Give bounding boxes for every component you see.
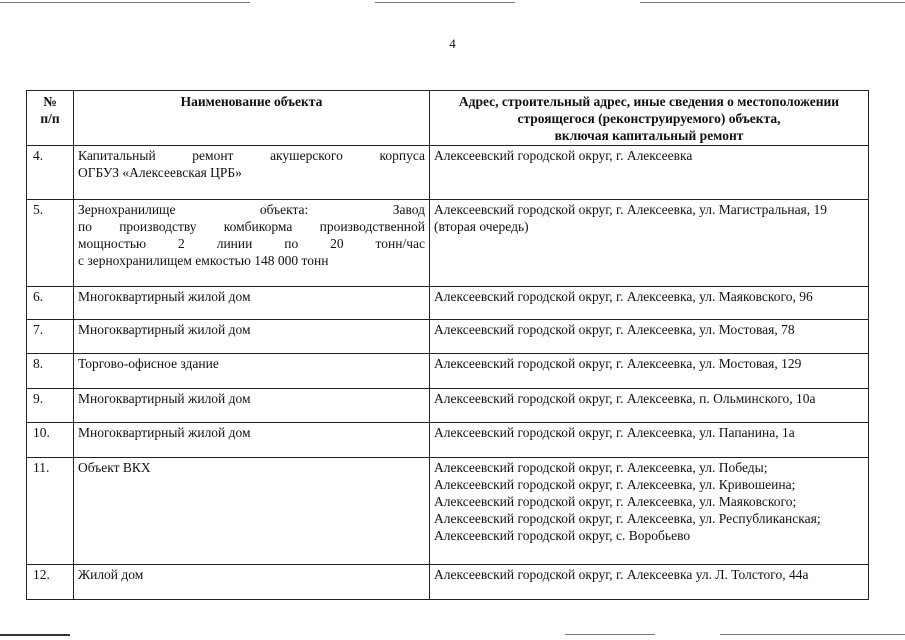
scan-artifact-bottom-mid bbox=[565, 634, 655, 635]
object-name-line: Многоквартирный жилой дом bbox=[78, 425, 251, 440]
scan-artifact-bottom-right bbox=[720, 634, 905, 635]
scan-artifact-bottom-left bbox=[0, 634, 70, 636]
table-row bbox=[27, 423, 869, 458]
object-address-line: Алексеевский городской округ, г. Алексеевка, ул. Победы; bbox=[434, 460, 768, 475]
row-number: 9. bbox=[27, 389, 74, 423]
object-address bbox=[430, 320, 869, 354]
header-num-line: № bbox=[43, 94, 57, 109]
object-address-line: Алексеевский городской округ, г. Алексеевка, ул. Маяковского; bbox=[434, 494, 797, 509]
object-name bbox=[74, 354, 430, 389]
object-name-line: с зернохранилищем емкостью 148 000 тонн bbox=[78, 253, 329, 268]
header-address-line: Адрес, строительный адрес, иные сведения о местоположении bbox=[458, 94, 840, 109]
row-number: 7. bbox=[27, 320, 74, 354]
scan-artifact-top-mid bbox=[375, 2, 515, 3]
page-number: 4 bbox=[449, 36, 456, 51]
table-row bbox=[27, 200, 869, 287]
object-address-line: Алексеевский городской округ, г. Алексеевка, ул. Мостовая, 129 bbox=[434, 356, 802, 371]
object-address bbox=[430, 287, 869, 320]
table-row bbox=[27, 320, 869, 354]
table-row bbox=[27, 389, 869, 423]
table-row bbox=[27, 565, 869, 600]
row-number: 4. bbox=[27, 146, 74, 200]
object-address bbox=[430, 423, 869, 458]
object-name-line: Многоквартирный жилой дом bbox=[78, 289, 251, 304]
object-address-line: Алексеевский городской округ, г. Алексеевка, ул. Магистральная, 19 bbox=[434, 202, 828, 217]
object-address-line: Алексеевский городской округ, г. Алексеевка, ул. Маяковского, 96 bbox=[434, 289, 813, 304]
object-address-line: Алексеевский городской округ, г. Алексеевка, п. Ольминского, 10а bbox=[434, 391, 816, 406]
table-body bbox=[27, 146, 869, 600]
object-name-line: Многоквартирный жилой дом bbox=[78, 391, 251, 406]
table-header-row bbox=[27, 91, 869, 146]
row-number: 6. bbox=[27, 287, 74, 320]
scan-artifact-top-left bbox=[0, 2, 250, 3]
object-name-line: Объект ВКХ bbox=[78, 460, 151, 475]
object-address bbox=[430, 146, 869, 200]
table-row bbox=[27, 146, 869, 200]
table-row bbox=[27, 354, 869, 389]
object-address-line: Алексеевский городской округ, г. Алексеевка, ул. Папанина, 1а bbox=[434, 425, 795, 440]
object-name-line: мощностью 2 линии по 20 тонн/час bbox=[78, 236, 425, 251]
object-name bbox=[74, 146, 430, 200]
row-number: 11. bbox=[27, 458, 74, 565]
object-name bbox=[74, 389, 430, 423]
row-number: 12. bbox=[27, 565, 74, 600]
object-name bbox=[74, 565, 430, 600]
object-name bbox=[74, 287, 430, 320]
object-address-line: Алексеевский городской округ, г. Алексеевка bbox=[434, 148, 693, 163]
object-name-line: по производству комбикорма производственной bbox=[78, 219, 425, 234]
object-address bbox=[430, 200, 869, 287]
object-name-line: Жилой дом bbox=[78, 567, 144, 582]
table-row bbox=[27, 458, 869, 565]
object-name-line: Капитальный ремонт акушерского корпуса bbox=[78, 148, 425, 163]
object-address-line: Алексеевский городской округ, г. Алексеевка ул. Л. Толстого, 44а bbox=[434, 567, 809, 582]
object-name bbox=[74, 458, 430, 565]
object-address bbox=[430, 565, 869, 600]
table-row bbox=[27, 287, 869, 320]
object-address-line: (вторая очередь) bbox=[434, 219, 529, 234]
header-num bbox=[27, 91, 74, 146]
header-num-line: п/п bbox=[40, 111, 60, 126]
object-name bbox=[74, 423, 430, 458]
header-name: Наименование объекта bbox=[74, 91, 430, 146]
object-address-line: Алексеевский городской округ, г. Алексеевка, ул. Кривошеина; bbox=[434, 477, 796, 492]
row-number: 10. bbox=[27, 423, 74, 458]
object-address bbox=[430, 458, 869, 565]
object-name-line: Зернохранилище объекта: Завод bbox=[78, 202, 425, 217]
object-name-line: Торгово-офисное здание bbox=[78, 356, 219, 371]
object-address-line: Алексеевский городской округ, г. Алексеевка, ул. Мостовая, 78 bbox=[434, 322, 795, 337]
object-name bbox=[74, 320, 430, 354]
header-address bbox=[430, 91, 869, 146]
header-address-line: включая капитальный ремонт bbox=[554, 128, 744, 143]
row-number: 8. bbox=[27, 354, 74, 389]
header-address-line: строящегося (реконструируемого) объекта, bbox=[517, 111, 781, 126]
object-address-line: Алексеевский городской округ, г. Алексеевка, ул. Республиканская; bbox=[434, 511, 821, 526]
object-name bbox=[74, 200, 430, 287]
objects-table bbox=[26, 90, 869, 600]
object-address bbox=[430, 354, 869, 389]
object-address bbox=[430, 389, 869, 423]
object-name-line: Многоквартирный жилой дом bbox=[78, 322, 251, 337]
object-name-line: ОГБУЗ «Алексеевская ЦРБ» bbox=[78, 165, 242, 180]
object-address-line: Алексеевский городской округ, с. Воробьево bbox=[434, 528, 691, 543]
row-number: 5. bbox=[27, 200, 74, 287]
scan-artifact-top-right bbox=[640, 2, 905, 3]
